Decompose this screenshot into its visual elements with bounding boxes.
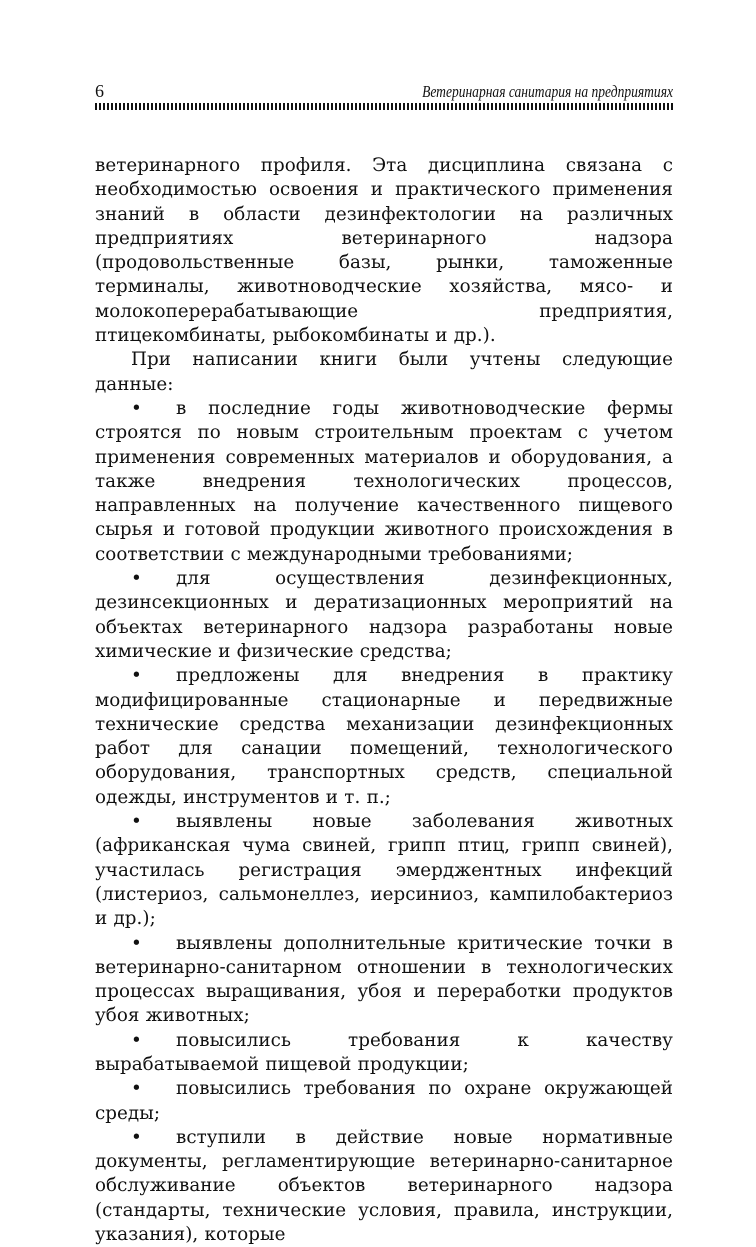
list-item bbox=[95, 932, 673, 1029]
list-item-text: выявлены новые заболевания животных (африканская чума свиней, грипп птиц, грипп свиней), участилась регистрация эмерджентных инфекций (листериоз, сальмонеллез, иерсиниоз, кампилобактериоз и др.); bbox=[95, 811, 673, 930]
bullet-icon bbox=[131, 397, 176, 421]
bullet-icon bbox=[131, 664, 176, 688]
list-item-text: в последние годы животноводческие фермы строятся по новым строительным проектам с учетом применения современных материалов и оборудования, а также внедрения технологических процессов, направленных на получение качественного пищевого сырья и готовой продукции животного происхождения в соответствии с международными требованиями; bbox=[95, 397, 673, 565]
bullet-icon bbox=[131, 1029, 176, 1053]
list-item-text: для осуществления дезинфекционных, дезинсекционных и дератизационных мероприятий на объектах ветеринарного надзора разработаны новые химические и физические средства; bbox=[95, 568, 673, 662]
list-item bbox=[95, 1029, 673, 1078]
list-item-text: выявлены дополнительные критические точки в ветеринарно-санитарном отношении в технологических процессах выращивания, убоя и переработки продуктов убоя животных; bbox=[95, 932, 673, 1027]
list-item bbox=[95, 397, 673, 567]
bullet-icon bbox=[131, 932, 176, 956]
list-item bbox=[95, 1077, 673, 1126]
list-item-text: повысились требования к качеству вырабатываемой пищевой продукции; bbox=[95, 1029, 673, 1075]
page-number: 6 bbox=[95, 81, 104, 101]
list-item-text: вступили в действие новые нормативные документы, регламентирующие ветеринарно-санитарное обслуживание объектов ветеринарного надзора (стандарты, технические условия, правила, инструкции, указания), которые bbox=[95, 1126, 673, 1246]
list-item-text: повысились требования по охране окружающей среды; bbox=[95, 1078, 673, 1124]
intro-paragraph: ветеринарного профиля. Эта дисциплина связана с необходимостью освоения и практического применения знаний в области дезинфектологии на различных предприятиях ветеринарного надзора (продовольственные базы, рынки, таможенные терминалы, животноводческие хозяйства, мясо- и молокоперерабатывающие предприятия, птицекомбинаты, рыбокомбинаты и др.). bbox=[95, 155, 673, 347]
dotted-rule bbox=[95, 103, 673, 110]
bullet-icon bbox=[131, 1126, 176, 1150]
list-item bbox=[95, 567, 673, 664]
list-item bbox=[95, 810, 673, 931]
running-title: Ветеринарная санитария на предприятиях bbox=[422, 82, 673, 101]
page-header bbox=[95, 82, 673, 100]
bullet-icon bbox=[131, 810, 176, 834]
body-text bbox=[95, 154, 673, 1247]
list-item bbox=[95, 1126, 673, 1247]
list-item-text: предложены для внедрения в практику модифицированные стационарные и передвижные технические средства механизации дезинфекционных работ для санации помещений, технологического оборудования, транспортных средств, специальной одежды, инструментов и т. п.; bbox=[95, 665, 673, 808]
bullet-icon bbox=[131, 567, 176, 591]
list-item bbox=[95, 664, 673, 810]
bullet-icon bbox=[131, 1077, 176, 1101]
lead-paragraph: При написании книги были учтены следующие данные: bbox=[95, 349, 673, 395]
